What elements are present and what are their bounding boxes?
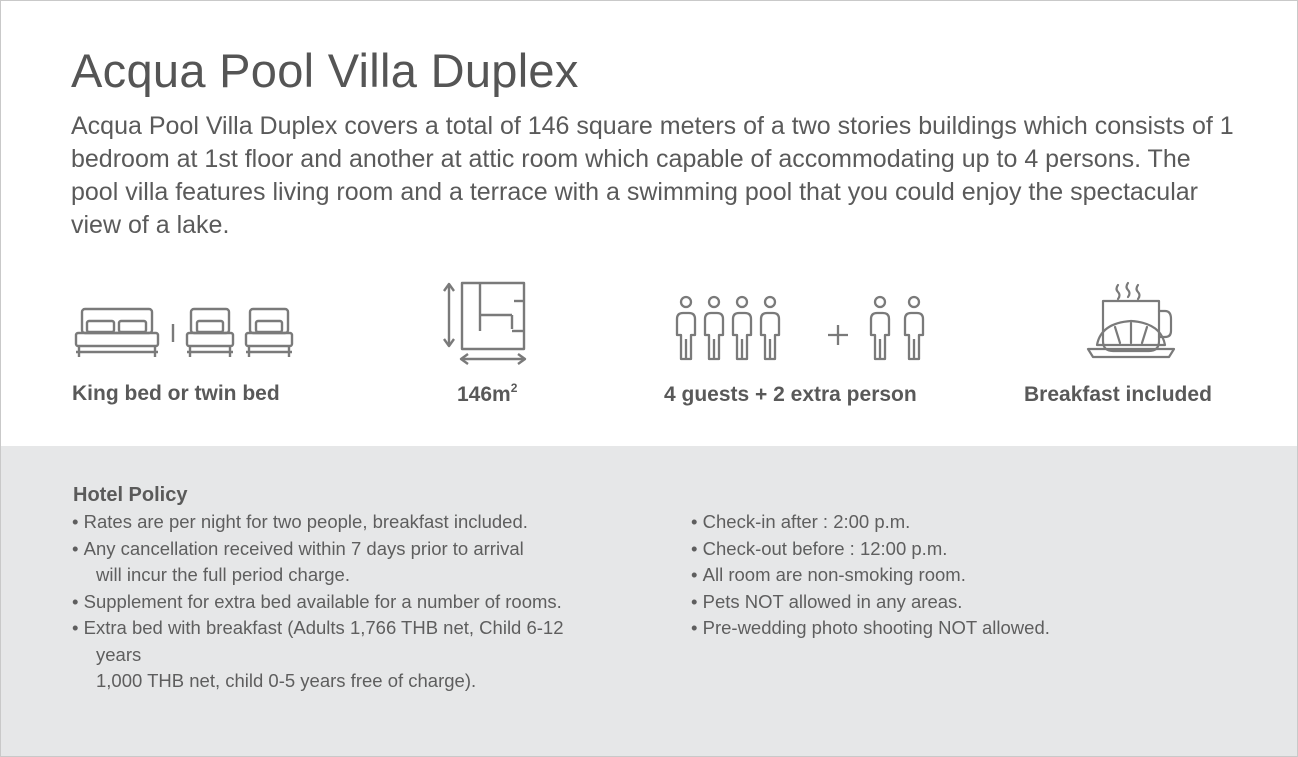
policy-title: Hotel Policy xyxy=(73,484,188,506)
hotel-policy-section xyxy=(1,446,1297,757)
policy-item: • Check-out before : 12:00 p.m. xyxy=(691,536,1211,563)
policy-item-continuation: 1,000 THB net, child 0-5 years free of charge). xyxy=(96,670,477,691)
guests-icon xyxy=(673,295,948,370)
feature-area xyxy=(436,279,546,414)
policy-item: • Pets NOT allowed in any areas. xyxy=(691,589,1211,616)
breakfast-label: Breakfast included xyxy=(1024,383,1212,406)
page-title: Acqua Pool Villa Duplex xyxy=(71,44,579,97)
policy-item: • Supplement for extra bed available for a number of rooms. xyxy=(72,589,647,616)
policy-item: • All room are non-smoking room. xyxy=(691,562,1211,589)
floor-plan-icon xyxy=(438,279,533,369)
policy-item-continuation: years xyxy=(96,643,142,665)
feature-breakfast xyxy=(1021,279,1241,414)
area-value: 146m xyxy=(457,383,511,406)
bed-icon xyxy=(73,304,303,370)
breakfast-icon xyxy=(1083,279,1183,367)
area-label xyxy=(457,383,517,407)
guests-label: 4 guests + 2 extra person xyxy=(664,383,917,406)
policy-item-continuation: will incur the full period charge. xyxy=(96,564,350,585)
feature-guests xyxy=(663,291,953,416)
room-description: Acqua Pool Villa Duplex covers a total of 146 square meters of a two stories buildings which consists of 1 bedroom at 1st floor and another at attic room which capable of accommodating up to 4 persons. The pool villa features living room and a terrace with a swimming pool that you could enjoy the spectacular view of a lake. xyxy=(71,112,1234,239)
area-unit-superscript: 2 xyxy=(510,381,518,395)
policy-item: • Extra bed with breakfast (Adults 1,766 THB net, Child 6-12 years 1,000 THB net, child 0-5 years free of charge). xyxy=(72,615,647,695)
policy-list-left xyxy=(72,509,647,695)
room-overview xyxy=(1,1,1297,445)
policy-list-right xyxy=(691,509,1211,642)
feature-bed xyxy=(71,296,311,416)
bed-label: King bed or twin bed xyxy=(72,382,280,405)
policy-item: • Rates are per night for two people, breakfast included. xyxy=(72,509,647,536)
policy-item: • Any cancellation received within 7 days prior to arrival will incur the full period charge. xyxy=(72,536,647,589)
policy-item: • Check-in after : 2:00 p.m. xyxy=(691,509,1211,536)
policy-item: • Pre-wedding photo shooting NOT allowed. xyxy=(691,615,1211,642)
